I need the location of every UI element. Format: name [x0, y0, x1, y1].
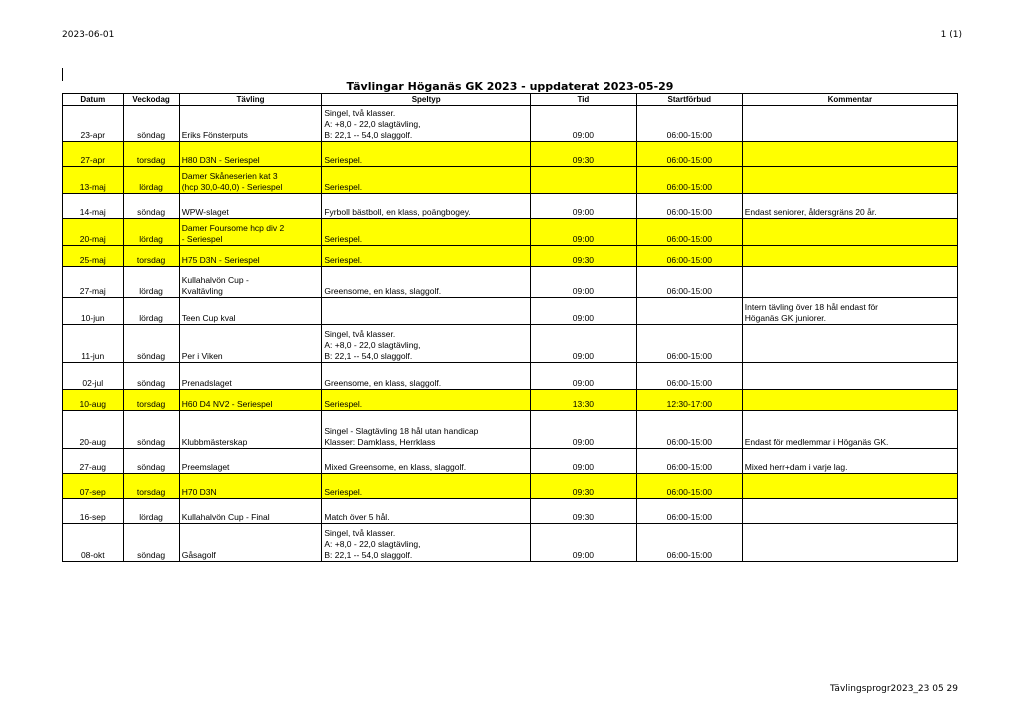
table-row	[63, 298, 958, 325]
col-header-datum: Datum	[63, 94, 124, 106]
table-row	[63, 499, 958, 524]
cell-veckodag: lördag	[123, 267, 179, 298]
cell-tid: 09:00	[530, 106, 636, 142]
cell-speltyp: Singel, två klasser. A: +8,0 - 22,0 slagtävling, B: 22,1 -- 54,0 slaggolf.	[322, 325, 531, 363]
cell-startforbud: 06:00-15:00	[636, 363, 742, 390]
cell-startforbud: 06:00-15:00	[636, 524, 742, 562]
cell-veckodag: söndag	[123, 106, 179, 142]
cell-speltyp: Seriespel.	[322, 142, 531, 167]
cell-tavling: Damer Skåneserien kat 3 (hcp 30,0-40,0) - Seriespel	[179, 167, 322, 194]
cell-speltyp: Fyrboll bästboll, en klass, poängbogey.	[322, 194, 531, 219]
cell-kommentar	[742, 246, 957, 267]
cell-tavling: Per i Viken	[179, 325, 322, 363]
cell-datum: 27-apr	[63, 142, 124, 167]
cell-startforbud: 06:00-15:00	[636, 219, 742, 246]
cell-tavling: H80 D3N - Seriespel	[179, 142, 322, 167]
cell-speltyp: Seriespel.	[322, 167, 531, 194]
table-row	[63, 194, 958, 219]
cell-tid: 09:00	[530, 219, 636, 246]
cell-veckodag: torsdag	[123, 142, 179, 167]
cell-kommentar	[742, 106, 957, 142]
cell-datum: 27-aug	[63, 449, 124, 474]
cell-tid: 09:00	[530, 411, 636, 449]
table-row	[63, 524, 958, 562]
cell-veckodag: söndag	[123, 363, 179, 390]
col-header-tid: Tid	[530, 94, 636, 106]
cell-tavling: Kullahalvön Cup - Kvaltävling	[179, 267, 322, 298]
cell-speltyp: Seriespel.	[322, 474, 531, 499]
cell-tid: 09:00	[530, 449, 636, 474]
cell-tid: 13:30	[530, 390, 636, 411]
cell-tid: 09:00	[530, 194, 636, 219]
cell-datum: 07-sep	[63, 474, 124, 499]
cell-startforbud: 12:30-17:00	[636, 390, 742, 411]
table-row	[63, 363, 958, 390]
cell-veckodag: torsdag	[123, 246, 179, 267]
cell-tid: 09:30	[530, 142, 636, 167]
cell-speltyp: Greensome, en klass, slaggolf.	[322, 363, 531, 390]
cell-kommentar: Mixed herr+dam i varje lag.	[742, 449, 957, 474]
cell-kommentar	[742, 325, 957, 363]
cell-tavling: Prenadslaget	[179, 363, 322, 390]
table-row	[63, 219, 958, 246]
table-row	[63, 142, 958, 167]
cell-speltyp	[322, 298, 531, 325]
table-row	[63, 474, 958, 499]
cell-datum: 10-aug	[63, 390, 124, 411]
cell-speltyp: Seriespel.	[322, 390, 531, 411]
cell-speltyp: Singel, två klasser. A: +8,0 - 22,0 slagtävling, B: 22,1 -- 54,0 slaggolf.	[322, 524, 531, 562]
cell-kommentar	[742, 267, 957, 298]
cell-startforbud: 06:00-15:00	[636, 194, 742, 219]
cell-startforbud: 06:00-15:00	[636, 325, 742, 363]
cell-veckodag: söndag	[123, 449, 179, 474]
cell-veckodag: torsdag	[123, 474, 179, 499]
cell-veckodag: söndag	[123, 325, 179, 363]
competition-table	[62, 80, 958, 562]
col-header-veckodag: Veckodag	[123, 94, 179, 106]
cell-startforbud: 06:00-15:00	[636, 142, 742, 167]
footer-filename: Tävlingsprogr2023_23 05 29	[829, 684, 958, 694]
cell-kommentar: Intern tävling över 18 hål endast för Höganäs GK juniorer.	[742, 298, 957, 325]
cell-datum: 11-jun	[63, 325, 124, 363]
cell-tavling: Damer Foursome hcp div 2 - Seriespel	[179, 219, 322, 246]
title-row	[63, 80, 958, 94]
cell-speltyp: Seriespel.	[322, 246, 531, 267]
cell-tid: 09:30	[530, 246, 636, 267]
cell-startforbud: 06:00-15:00	[636, 499, 742, 524]
cell-tid: 09:00	[530, 325, 636, 363]
cell-startforbud: 06:00-15:00	[636, 167, 742, 194]
cell-startforbud: 06:00-15:00	[636, 267, 742, 298]
header-row	[63, 94, 958, 106]
cell-tavling: Teen Cup kval	[179, 298, 322, 325]
cell-tid: 09:00	[530, 524, 636, 562]
cell-veckodag: söndag	[123, 524, 179, 562]
cell-datum: 27-maj	[63, 267, 124, 298]
cell-kommentar	[742, 524, 957, 562]
cell-kommentar: Endast för medlemmar i Höganäs GK.	[742, 411, 957, 449]
cell-tavling: WPW-slaget	[179, 194, 322, 219]
cell-datum: 02-jul	[63, 363, 124, 390]
col-header-kommentar: Kommentar	[742, 94, 957, 106]
cell-kommentar	[742, 390, 957, 411]
table-row	[63, 449, 958, 474]
cell-startforbud: 06:00-15:00	[636, 106, 742, 142]
cell-speltyp: Seriespel.	[322, 219, 531, 246]
table-row	[63, 390, 958, 411]
cell-tid: 09:00	[530, 363, 636, 390]
table-row	[63, 411, 958, 449]
cell-speltyp: Match över 5 hål.	[322, 499, 531, 524]
cell-kommentar	[742, 499, 957, 524]
cell-datum: 14-maj	[63, 194, 124, 219]
col-header-tavling: Tävling	[179, 94, 322, 106]
cell-startforbud: 06:00-15:00	[636, 246, 742, 267]
cell-tavling: Preemslaget	[179, 449, 322, 474]
cell-tid	[530, 167, 636, 194]
document-date: 2023-06-01	[62, 30, 115, 40]
cell-veckodag: lördag	[123, 298, 179, 325]
cell-speltyp: Greensome, en klass, slaggolf.	[322, 267, 531, 298]
cell-datum: 20-maj	[63, 219, 124, 246]
cell-kommentar: Endast seniorer, åldersgräns 20 år.	[742, 194, 957, 219]
cell-kommentar	[742, 474, 957, 499]
cell-tid: 09:30	[530, 474, 636, 499]
cell-datum: 10-jun	[63, 298, 124, 325]
cell-tavling: Kullahalvön Cup - Final	[179, 499, 322, 524]
cell-kommentar	[742, 219, 957, 246]
cell-startforbud: 06:00-15:00	[636, 449, 742, 474]
cell-veckodag: söndag	[123, 194, 179, 219]
cell-veckodag: lördag	[123, 219, 179, 246]
cell-tavling: Eriks Fönsterputs	[179, 106, 322, 142]
cell-veckodag: söndag	[123, 411, 179, 449]
col-header-speltyp: Speltyp	[322, 94, 531, 106]
cell-speltyp: Mixed Greensome, en klass, slaggolf.	[322, 449, 531, 474]
table-row	[63, 325, 958, 363]
cell-datum: 08-okt	[63, 524, 124, 562]
cell-datum: 16-sep	[63, 499, 124, 524]
cell-tavling: H60 D4 NV2 - Seriespel	[179, 390, 322, 411]
cell-tavling: H70 D3N	[179, 474, 322, 499]
col-header-startforbud: Startförbud	[636, 94, 742, 106]
cell-startforbud: 06:00-15:00	[636, 411, 742, 449]
cell-tavling: Gåsagolf	[179, 524, 322, 562]
table-row	[63, 267, 958, 298]
cell-kommentar	[742, 142, 957, 167]
cell-datum: 23-apr	[63, 106, 124, 142]
cell-kommentar	[742, 363, 957, 390]
cell-datum: 25-maj	[63, 246, 124, 267]
cell-kommentar	[742, 167, 957, 194]
cell-tavling: Klubbmästerskap	[179, 411, 322, 449]
cell-tid: 09:00	[530, 267, 636, 298]
cell-startforbud	[636, 298, 742, 325]
cell-tid: 09:00	[530, 298, 636, 325]
table-row	[63, 106, 958, 142]
table-row	[63, 167, 958, 194]
cell-speltyp: Singel, två klasser. A: +8,0 - 22,0 slagtävling, B: 22,1 -- 54,0 slaggolf.	[322, 106, 531, 142]
cell-datum: 20-aug	[63, 411, 124, 449]
cell-tid: 09:30	[530, 499, 636, 524]
cell-datum: 13-maj	[63, 167, 124, 194]
cell-speltyp: Singel - Slagtävling 18 hål utan handicap Klasser: Damklass, Herrklass	[322, 411, 531, 449]
page-number: 1 (1)	[940, 30, 962, 40]
table-row	[63, 246, 958, 267]
table-title: Tävlingar Höganäs GK 2023 - uppdaterat 2023-05-29	[63, 80, 958, 94]
cell-veckodag: lördag	[123, 167, 179, 194]
cell-veckodag: torsdag	[123, 390, 179, 411]
cell-startforbud: 06:00-15:00	[636, 474, 742, 499]
cell-veckodag: lördag	[123, 499, 179, 524]
cell-tavling: H75 D3N - Seriespel	[179, 246, 322, 267]
